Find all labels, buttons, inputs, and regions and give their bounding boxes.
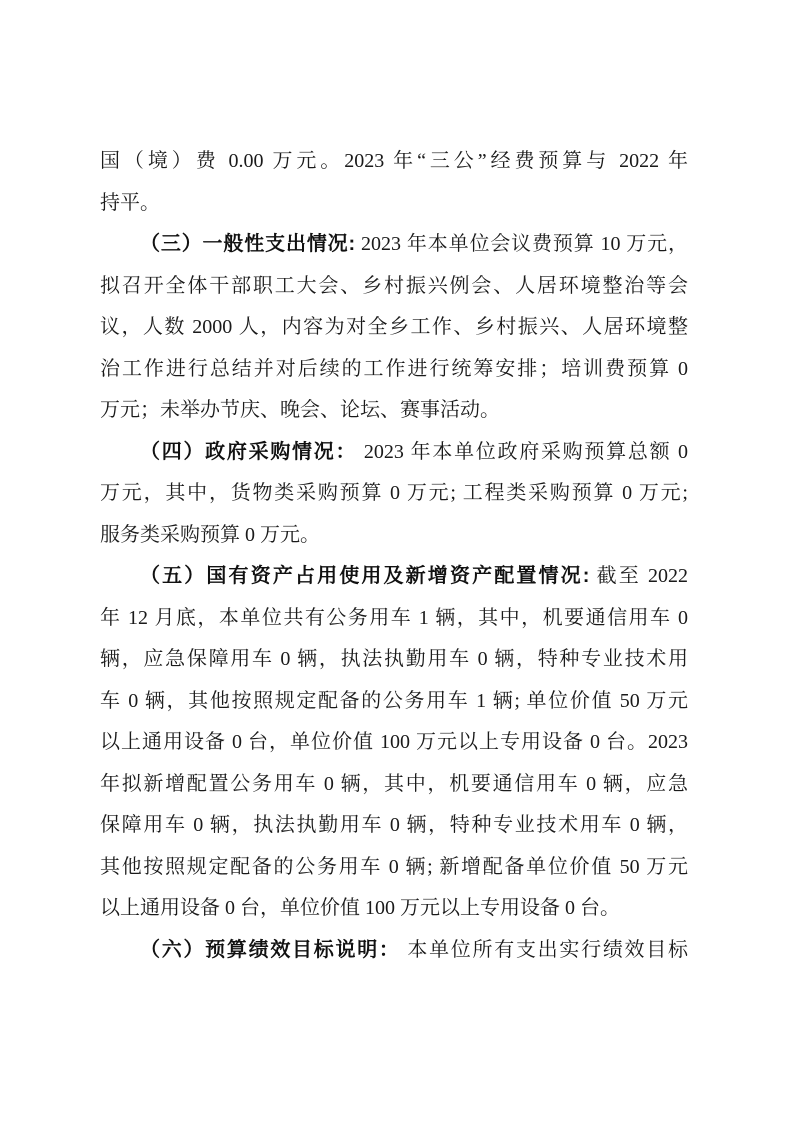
text-line [100, 805, 688, 847]
text-segment: 车 0 辆，其他按照规定配备的公务用车 1 辆; 单位价值 50 万元 [100, 689, 688, 712]
text-segment: 持平。 [100, 191, 160, 214]
text-line [100, 141, 688, 183]
text-segment: 以上通用设备 0 台，单位价值 100 万元以上专用设备 0 台。2023 [100, 731, 688, 753]
text-line [100, 639, 688, 681]
paragraph-general-expenditure [100, 224, 688, 432]
text-segment: 保障用车 0 辆，执法执勤用车 0 辆，特种专业技术用车 0 辆， [100, 814, 688, 836]
text-segment: 截至 2022 [589, 565, 688, 587]
section-heading-lead: （四）政府采购情况： [140, 440, 358, 463]
text-line [100, 390, 688, 432]
text-line [100, 183, 688, 225]
text-segment: 治工作进行总结并对后续的工作进行统筹安排；培训费预算 0 [100, 357, 688, 380]
text-line [100, 307, 688, 349]
text-segment: 拟召开全体干部职工大会、乡村振兴例会、人居环境整治等会 [100, 274, 688, 297]
text-segment: 2023 年本单位会议费预算 10 万元， [355, 233, 688, 255]
document-body [100, 141, 688, 971]
paragraph-state-owned-assets [100, 556, 688, 930]
text-line [100, 224, 688, 266]
text-line [100, 888, 688, 930]
text-segment: 议，人数 2000 人，内容为对全乡工作、乡村振兴、人居环境整 [100, 316, 688, 338]
text-line [100, 681, 688, 723]
text-line [100, 266, 688, 308]
text-segment: 万元；未举办节庆、晚会、论坛、赛事活动。 [100, 399, 500, 421]
text-segment: 万元，其中，货物类采购预算 0 万元; 工程类采购预算 0 万元; [100, 482, 688, 504]
text-line [100, 764, 688, 806]
paragraph-three-public-expenses-continuation [100, 141, 688, 224]
text-line [100, 515, 688, 557]
text-segment: 国（境）费 0.00 万元。2023 年“三公”经费预算与 2022 年 [100, 150, 688, 172]
text-segment: 辆，应急保障用车 0 辆，执法执勤用车 0 辆，特种专业技术用 [100, 648, 688, 670]
section-heading-lead: （六）预算绩效目标说明： [140, 938, 401, 961]
text-line [100, 473, 688, 515]
text-line [100, 349, 688, 391]
text-line [100, 722, 688, 764]
paragraph-performance-targets [100, 930, 688, 972]
section-heading-lead: （三）一般性支出情况: [140, 233, 356, 255]
text-segment: 本单位所有支出实行绩效目标 [400, 938, 688, 961]
text-segment: 以上通用设备 0 台，单位价值 100 万元以上专用设备 0 台。 [100, 897, 620, 919]
text-segment: 2023 年本单位政府采购预算总额 0 [357, 440, 688, 463]
text-segment: 服务类采购预算 0 万元。 [100, 523, 320, 546]
paragraph-government-procurement [100, 432, 688, 557]
section-heading-lead: （五）国有资产占用使用及新增资产配置情况: [140, 565, 590, 587]
text-line [100, 598, 688, 640]
text-line [100, 556, 688, 598]
text-line [100, 847, 688, 889]
text-line [100, 432, 688, 474]
text-segment: 其他按照规定配备的公务用车 0 辆; 新增配备单位价值 50 万元 [100, 855, 688, 878]
text-line [100, 930, 688, 972]
text-segment: 年拟新增配置公务用车 0 辆，其中，机要通信用车 0 辆，应急 [100, 772, 688, 795]
text-segment: 年 12 月底，本单位共有公务用车 1 辆，其中，机要通信用车 0 [100, 606, 688, 629]
